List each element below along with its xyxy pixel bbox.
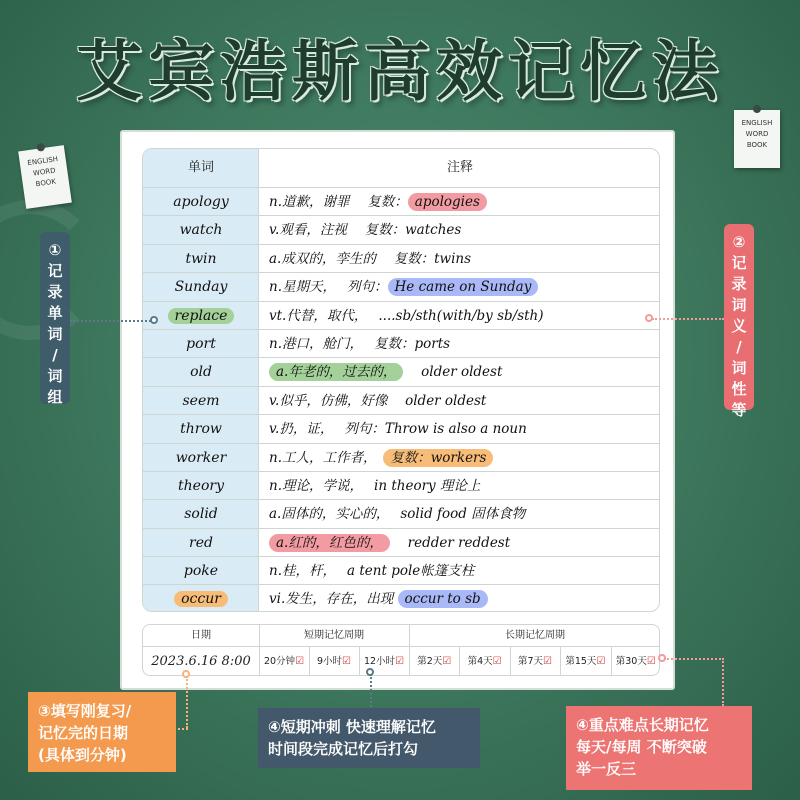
note-cell: [269, 472, 655, 499]
highlighted-note: occur to sb: [398, 590, 488, 608]
connector: [652, 318, 724, 320]
word-text: Sunday: [174, 279, 228, 296]
review-schedule: [142, 624, 660, 676]
connector-dot: [182, 670, 190, 678]
sticker-line: BOOK: [35, 177, 57, 189]
period-label: 第4天: [467, 656, 493, 667]
label-char: ②: [732, 233, 746, 251]
period-label: 第2天: [417, 656, 443, 667]
callout-line: 举一反三: [576, 760, 637, 778]
word-book-sticker-left: [18, 145, 72, 209]
note-cell: [269, 358, 655, 385]
callout-line: 记忆完的日期: [38, 724, 129, 742]
label-char: 词: [731, 296, 747, 314]
table-row: [143, 584, 659, 612]
note-text: n.星期天， 列句：: [269, 279, 388, 296]
word-text: poke: [183, 563, 219, 580]
table-row: [143, 244, 659, 272]
note-cell: [269, 500, 655, 527]
header-long-term: 长期记忆周期: [409, 625, 660, 647]
connector: [722, 658, 724, 706]
checkbox-icon[interactable]: ☑: [342, 656, 351, 667]
table-row: [143, 414, 659, 442]
connector-dot: [658, 654, 666, 662]
sticker-line: BOOK: [746, 141, 768, 149]
label-record-meaning: [724, 224, 754, 419]
note-text: a.固体的，实心的， solid food 固体食物: [269, 506, 526, 523]
pin-icon: [36, 143, 45, 152]
label-char: 词: [731, 359, 747, 377]
period-label: 第15天: [565, 656, 597, 667]
long-term-checkbox[interactable]: [560, 647, 610, 676]
long-term-checkbox[interactable]: [459, 647, 509, 676]
sticker-line: ENGLISH: [26, 155, 59, 168]
callout-fill-date: [28, 692, 176, 772]
word-text: old: [190, 364, 212, 381]
note-text: n.理论，学说， in theory 理论上: [269, 477, 481, 494]
note-text: n.工人，工作者，: [269, 449, 384, 466]
note-cell: [269, 444, 655, 471]
note-text: n.道歉，谢罪 复数：: [269, 194, 408, 210]
word-cell: [143, 216, 259, 243]
label-record-words: [40, 232, 70, 404]
checkbox-icon[interactable]: ☑: [543, 656, 552, 667]
word-cell: [143, 500, 259, 527]
connector: [370, 674, 372, 710]
word-cell: [143, 302, 259, 329]
vocabulary-card: [120, 130, 675, 690]
long-term-checkbox[interactable]: [510, 647, 560, 676]
note-cell: [269, 302, 655, 329]
long-term-checkbox[interactable]: [611, 647, 660, 676]
callout-line: (具体到分钟): [38, 746, 127, 764]
table-row: [143, 443, 659, 471]
label-char: /: [736, 338, 742, 356]
note-cell: [269, 188, 655, 215]
review-date: 2023.6.16 8:00: [151, 654, 251, 669]
note-text: v.扔，证， 列句：Throw is also a noun: [269, 421, 527, 438]
header-word: 单词: [187, 160, 214, 175]
word-text: seem: [182, 392, 220, 409]
callout-line: 每天/每周 不断突破: [576, 738, 707, 756]
page-title: 艾宾浩斯高效记忆法: [76, 33, 724, 110]
connector-dot: [645, 314, 653, 322]
checkbox-icon[interactable]: ☑: [646, 656, 656, 667]
header-note: 注释: [446, 160, 473, 175]
note-text: older oldest: [403, 364, 503, 381]
label-char: 单: [47, 304, 63, 322]
word-text: theory: [178, 477, 224, 494]
long-term-checkbox[interactable]: [409, 647, 459, 676]
checkbox-icon[interactable]: ☑: [596, 656, 606, 667]
word-cell: [143, 472, 259, 499]
label-char: 等: [731, 401, 747, 419]
note-cell: [269, 585, 655, 612]
checkbox-icon[interactable]: ☑: [442, 656, 452, 667]
table-row: [143, 187, 659, 215]
note-cell: [269, 529, 655, 556]
callout-line: ③填写刚复习/: [38, 702, 132, 720]
table-row: [143, 386, 659, 414]
word-cell: [143, 585, 259, 612]
word-text: watch: [179, 222, 223, 239]
note-text: v.似乎，仿佛，好像 older oldest: [269, 392, 487, 409]
header-short-term: 短期记忆周期: [259, 625, 409, 647]
word-text: throw: [180, 421, 222, 438]
note-cell: [269, 415, 655, 442]
short-term-checkbox[interactable]: [259, 647, 309, 676]
table-row: [143, 556, 659, 584]
connector: [664, 658, 724, 660]
word-cell: [143, 273, 259, 300]
checkbox-icon[interactable]: ☑: [295, 656, 305, 667]
word-text: port: [186, 335, 216, 352]
word-text: red: [189, 534, 213, 551]
label-char: ①: [48, 241, 62, 259]
period-label: 第7天: [517, 656, 544, 667]
table-row: [143, 471, 659, 499]
table-row: [143, 272, 659, 300]
word-text: occur: [174, 591, 228, 607]
callout-line: ④重点难点长期记忆: [576, 716, 709, 734]
table-row: [143, 301, 659, 329]
word-cell: [143, 358, 259, 385]
period-label: 9小时: [316, 656, 343, 667]
table-row: [143, 215, 659, 243]
note-text: vi.发生，存在，出现: [269, 591, 398, 608]
label-char: 词: [47, 325, 63, 343]
word-cell: [143, 188, 259, 215]
note-text: a.成双的，孪生的 复数：twins: [269, 250, 472, 267]
sticker-line: WORD: [32, 166, 57, 178]
highlighted-note: a.红的，红色的，: [269, 534, 390, 552]
connector: [174, 728, 188, 730]
word-cell: [143, 387, 259, 414]
note-text: n.桂，杆， a tent pole帐篷支柱: [269, 563, 475, 580]
word-cell: [143, 529, 259, 556]
label-char: /: [52, 346, 58, 364]
callout-long-term: [566, 706, 752, 790]
note-text: v.观看，注视 复数：watches: [269, 222, 462, 239]
word-text: apology: [173, 194, 229, 210]
label-char: 组: [47, 388, 63, 406]
word-cell: [143, 245, 259, 272]
short-term-checkbox[interactable]: [309, 647, 359, 676]
connector: [70, 320, 154, 322]
note-cell: [269, 387, 655, 414]
period-label: 20分钟: [263, 656, 296, 667]
connector-dot: [150, 316, 158, 324]
word-text: solid: [184, 506, 218, 523]
table-row: [143, 357, 659, 385]
word-cell: [143, 444, 259, 471]
label-char: 词: [47, 367, 63, 385]
period-label: 第30天: [615, 656, 647, 667]
note-text: redder reddest: [389, 534, 511, 551]
label-char: 义: [731, 317, 747, 335]
label-char: 性: [731, 380, 747, 398]
word-text: twin: [185, 250, 217, 267]
callout-short-term: [258, 708, 480, 768]
word-cell: [143, 415, 259, 442]
connector: [186, 676, 188, 728]
word-text: worker: [175, 449, 227, 466]
vocabulary-table: [142, 148, 660, 612]
callout-line: ④短期冲刺 快速理解记忆: [268, 718, 436, 736]
highlighted-note: 复数：workers: [383, 449, 493, 467]
callout-line: 时间段完成记忆后打勾: [268, 740, 419, 758]
header-date: 日期: [143, 625, 259, 647]
label-char: 录: [731, 275, 747, 293]
checkbox-icon[interactable]: ☑: [395, 656, 405, 667]
sticker-line: WORD: [745, 130, 769, 138]
note-text: vt.代替，取代， ....sb/sth(with/by sb/sth): [269, 307, 544, 324]
highlighted-note: He came on Sunday: [388, 278, 539, 296]
word-cell: [143, 330, 259, 357]
note-text: n.港口，舱门， 复数：ports: [269, 335, 451, 352]
highlighted-note: a.年老的，过去的，: [269, 363, 403, 381]
period-label: 12小时: [363, 656, 396, 667]
checkbox-icon[interactable]: ☑: [492, 656, 502, 667]
note-cell: [269, 557, 655, 584]
word-cell: [143, 557, 259, 584]
pin-icon: [753, 105, 761, 113]
note-cell: [269, 216, 655, 243]
connector-dot: [366, 668, 374, 676]
note-cell: [269, 273, 655, 300]
note-cell: [269, 245, 655, 272]
table-row: [143, 329, 659, 357]
word-book-sticker-right: [734, 110, 780, 168]
note-cell: [269, 330, 655, 357]
table-row: [143, 499, 659, 527]
table-rows: [143, 187, 659, 612]
label-char: 记: [47, 262, 63, 280]
sticker-line: ENGLISH: [741, 119, 773, 127]
word-text: replace: [168, 308, 235, 324]
label-char: 记: [731, 254, 747, 272]
label-char: 录: [47, 283, 63, 301]
highlighted-note: apologies: [408, 193, 487, 211]
table-row: [143, 528, 659, 556]
